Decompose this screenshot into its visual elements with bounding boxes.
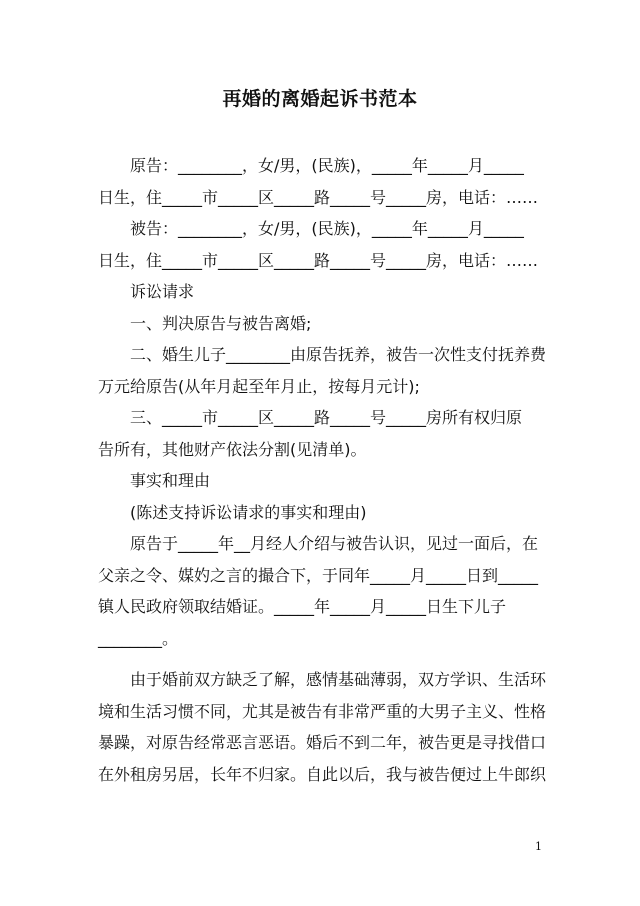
plaintiff-line-2: 日生，住_____市_____区_____路_____号_____房，电话：…… [98,187,539,207]
facts-paragraph-2-line-3: 暴躁，对原告经常恶言恶语。婚后不到二年，被告更是寻找借口 [98,733,547,752]
claim-1: 一、判决原告与被告离婚; [130,313,312,333]
page-number: 1 [535,840,542,853]
facts-paragraph-2-line-4: 在外租房另居，长年不归家。自此以后，我与被告便过上牛郎织 [98,764,547,784]
paragraph-gap [98,654,548,664]
facts-paragraph-1-line-2: 父亲之令、媒妁之言的撮合下，于同年_____月_____日到_____ [98,565,539,585]
facts-paragraph-2-line-1: 由于婚前双方缺乏了解，感情基础薄弱，双方学识、生活环 [130,670,547,689]
claim-2-line-1: 二、婚生儿子________由原告抚养，被告一次性支付抚养费 [130,345,547,364]
facts-note: (陈述支持诉讼请求的事实和理由) [130,502,367,522]
section-heading-claims: 诉讼请求 [130,282,195,301]
claim-3-line-2: 告所有，其他财产依法分割(见清单)。 [98,439,367,459]
facts-paragraph-1-line-1: 原告于_____年__月经人介绍与被告认识，见过一面后，在 [130,534,539,553]
defendant-line-1: 被告：________，女/男，(民族)，_____年_____月_____ [130,219,524,238]
defendant-line-2: 日生，住_____市_____区_____路_____号_____房，电话：…… [98,250,539,270]
claim-2-line-2: 万元给原告(从年月起至年月止，按每月元计); [98,376,420,396]
section-heading-facts: 事实和理由 [130,471,211,490]
claim-3-line-1: 三、_____市_____区_____路_____号_____房所有权归原 [130,408,523,427]
facts-paragraph-2-line-2: 境和生活习惯不同，尤其是被告有非常严重的大男子主义、性格 [98,701,547,721]
facts-paragraph-1-line-3: 镇人民政府领取结婚证。_____年_____月_____日生下儿子 [98,597,507,616]
document-title: 再婚的离婚起诉书范本 [222,88,418,110]
document-body [98,150,548,790]
facts-paragraph-1-line-4: ________。 [98,628,179,648]
plaintiff-line-1: 原告：________，女/男，(民族)，_____年_____月_____ [130,156,524,175]
